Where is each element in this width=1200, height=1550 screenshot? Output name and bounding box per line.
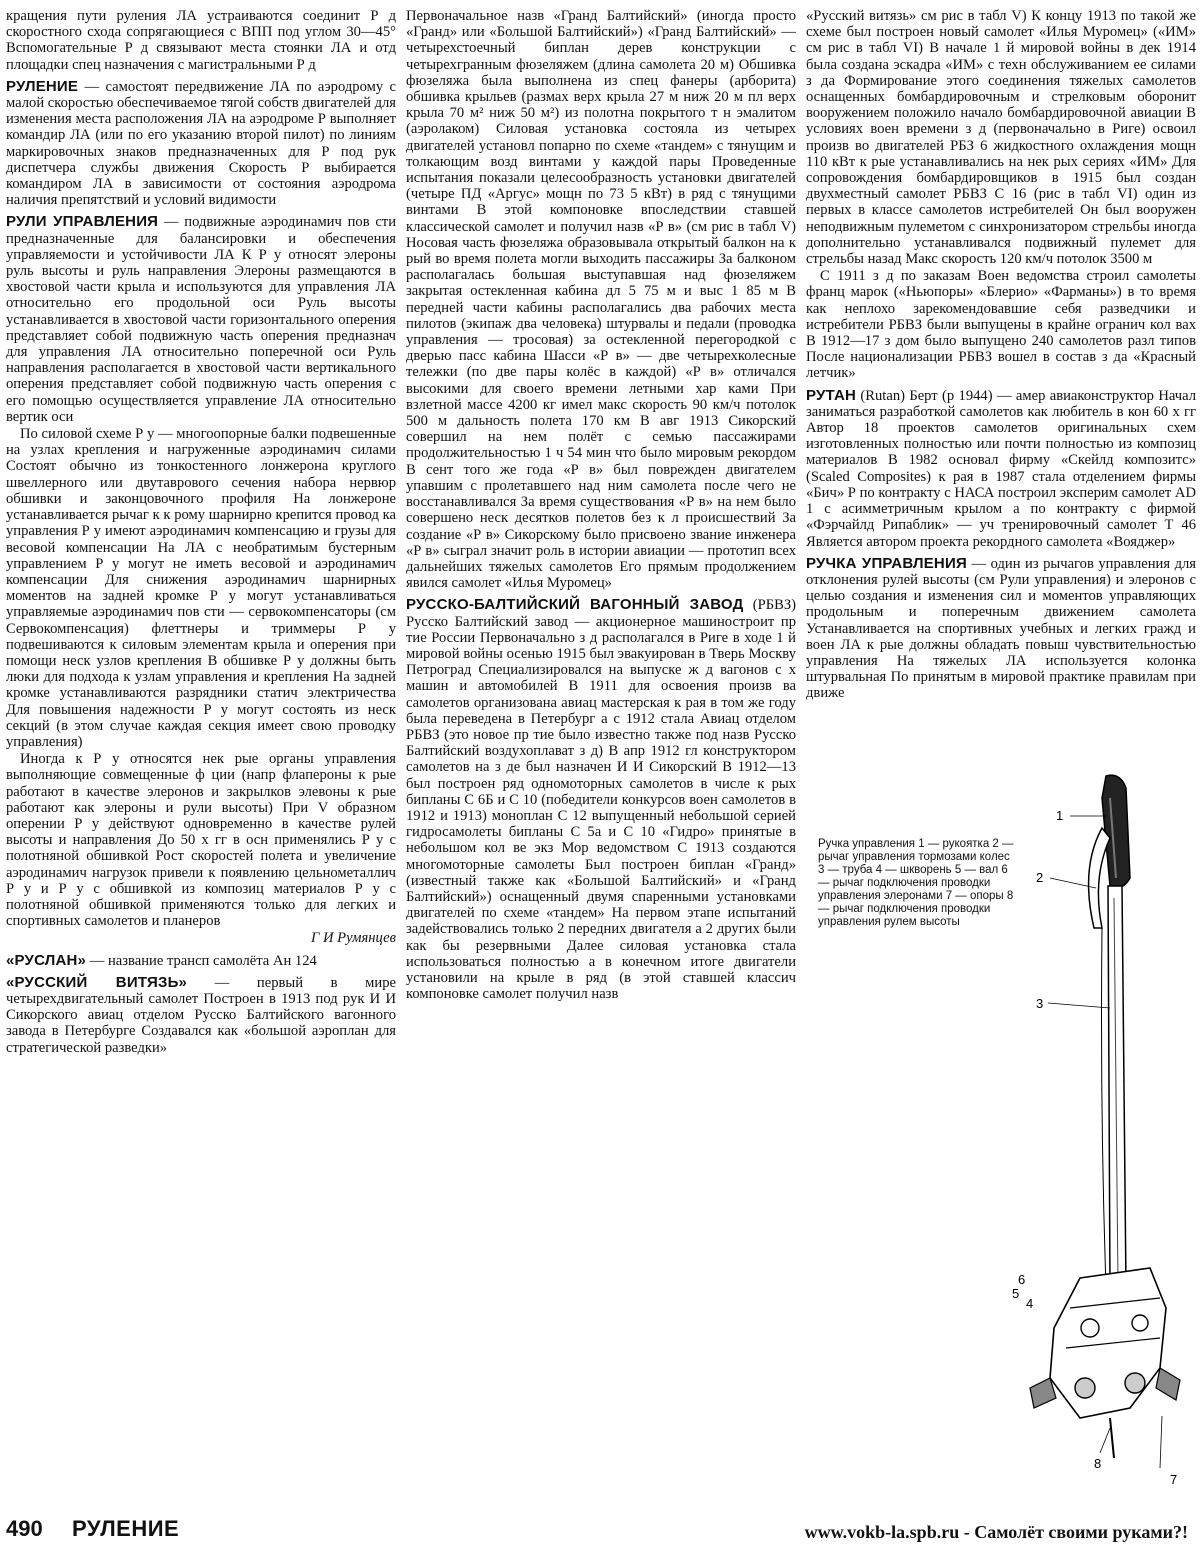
text-column-1 <box>6 8 396 1508</box>
entry-paragraph <box>6 953 396 969</box>
entry-headword: РУЛИ УПРАВЛЕНИЯ <box>6 213 159 231</box>
entry-headword: РУЧКА УПРАВЛЕНИЯ <box>806 554 967 572</box>
entry-text: кращения пути руления ЛА устраиваются соединит Р д скоростного схода сопрягающиеся с ВПП под углом 30—45° Вспомогательные Р д связывают места стоянки ЛА и отд площадки спец назначения с магистральными Р д <box>6 8 396 73</box>
running-head: РУЛЕНИЕ <box>72 1516 180 1541</box>
entry-headword: РУЛЕНИЕ <box>6 77 79 95</box>
site-url: www.vokb-la.spb.ru - Самолёт своими руками?! <box>804 1522 1188 1542</box>
entry-paragraph <box>6 79 396 209</box>
entry-text: (Rutan) Берт (р 1944) — амер авиаконструктор Начал заниматься разработкой самолетов как любитель в кон 60 х гг Автор 18 проектов самолетов оригинальных схем изготовленных полностью или почти полностью из композиц материалов В 1982 основал фирму «Скейлд композитс» (Scaled Composites) к рая в 1987 стала отделением фирмы «Бич» Р по контракту с НАСА построил эксперим самолет AD 1 с асимметричным крылом а по контракту с фирмой «Фэрчайлд Рипаблик» — уч тренировочный самолет Т 46 Является автором проекта рекордного самолета «Вояджер» <box>806 387 1196 550</box>
figure-label: 7 <box>1170 1472 1178 1487</box>
figure-label: 6 <box>1018 1272 1026 1287</box>
text-paragraph <box>806 268 1196 381</box>
entry-text: Г И Румянцев <box>311 930 396 947</box>
figure-caption: Ручка управления 1 — рукоятка 2 — рычаг управления тормозами колес 3 — труба 4 — шкворень 5 — вал 6 — рычаг подключения проводки управления элеронами 7 — опоры 8 — рычаг подключения проводки управления рулем высоты <box>818 838 1014 928</box>
entry-paragraph <box>6 975 396 1056</box>
entry-text: — самостоят передвижение ЛА по аэродрому с малой скоростью обеспечиваемое тягой собств двигателей для изменения места расположения ЛА на аэродроме Р выполняет командир ЛА (или по его указанию второй пилот) по линиям маркировочных знаков предназначенных для Р под рук диспетчера службы движения Скорость Р выбирается командиром ЛА в зависимости от состояния аэродрома наличия препятствий и условий видимости <box>6 78 396 209</box>
entry-headword: РУССКО-БАЛТИЙСКИЙ ВАГОННЫЙ ЗАВОД <box>406 596 744 614</box>
entry-headword: РУТАН <box>806 386 857 404</box>
entry-text: — один из рычагов управления для отклонения рулей высоты (см Рули управления) и элеронов с целью создания и изменения сил и моментов управляющих продольным и поперечным движением самолета Устанавливается на спортивных учебных и легких гражд и воен ЛА к рые должны обладать повыш чувствительностью управления На тяжелых ЛА используется колонка штурвальная По принятым в мировой практике правилам при движе <box>806 555 1196 702</box>
figure-label: 4 <box>1026 1296 1034 1311</box>
text-paragraph <box>406 8 796 591</box>
page-footer <box>0 1512 1200 1550</box>
entry-paragraph <box>6 214 396 425</box>
figure-label: 5 <box>1012 1286 1020 1301</box>
text-column-2 <box>406 8 796 1508</box>
text-paragraph <box>6 8 396 73</box>
page-number: 490 <box>6 1516 43 1541</box>
entry-text: С 1911 з д по заказам Воен ведомства строил самолеты франц марок («Ньюпоры» «Блерио» «Фарманы») в то время как неплохо зарекомендовавшие себя разведчики и истребители РБВЗ были выпущены в крайне огранич кол вах В 1912—17 з дом было выпущено 240 самолетов разл типов После национализации РБВЗ вошел в состав з да «Красный летчик» <box>806 268 1196 382</box>
figure-label: 2 <box>1036 870 1044 885</box>
entry-text: (РБВЗ) Русско Балтийский завод — акционерное машиностроит пр тие России Первоначально з д располагался в Риге в ходе 1 й мировой войны осенью 1915 был эвакуирован в Тверь Москву Петроград Специализировался на выпуске ж д вагонов с х машин и автомобилей В 1911 для освоения произв ва самолетов организована авиац мастерская к рая в том же году была переведена в Петербург а с 1912 стала Авиац отделом РБВЗ (это новое пр тие было известно также под назв Русско Балтийский воздухоплават з д) В апр 1912 гл конструктором самолетов на з де был назначен И И Сикорский В 1912—13 был построен ряд одномоторных самолетов в числе к рых бипланы С 6Б и С 10 (победители конкурсов воен самолетов в 1912 и 1913) моноплан С 12 выпущенный небольшой серией гидросамолеты бипланы С 5а и С 10 «Гидро» принятые в небольшом кол ве экз Мор ведомством С 1913 создаются многомоторные самолеты Был построен биплан «Гранд» (известный также как «Большой Балтийский» и «Гранд Балтийский») оснащенный двумя спаренными установками двигателей по схеме «тандем» На первом этапе испытаний задействовались только 2 передних двигателя а 2 других были как бы резервными Далее силовая установка стала использоваться полностью а в конечном итоге двигатели установили на крыле в ряд (в этой ставшей классич компоновке самолет получил назв <box>406 597 796 1003</box>
text-paragraph <box>6 426 396 750</box>
figure-label: 1 <box>1056 808 1064 823</box>
figure-label: 3 <box>1036 996 1044 1011</box>
text-column-3 <box>806 8 1196 728</box>
entry-headword: «РУССКИЙ ВИТЯЗЬ» <box>6 973 188 991</box>
entry-headword: «РУСЛАН» <box>6 951 87 969</box>
text-paragraph <box>6 751 396 929</box>
entry-text: «Русский витязь» см рис в табл V) К концу 1913 по такой же схеме был построен новый самолет «Илья Муромец» («ИМ» см рис в табл VI) В начале 1 й мировой войны в дек 1914 была создана эскадра «ИМ» с техн обслуживанием ее силами з да Формирование этого соединения тяжелых самолетов оснащенных бомбардировочным и стрелковым оборонит вооружением положило начало бомбардировочной авиации В условиях воен времени з д (первоначально в Риге) освоил произв во двигателей РБЗ 6 жидкостного охлаждения мощн 110 кВт к рые устанавливались на нек рых сериях «ИМ» Для сопровождения бомбардировщиков в 1915 был создан двухместный самолет РБВЗ С 16 (рис в табл VI) один из первых в классе самолетов истребителей Он был вооружен неподвижным пулеметом с синхронизатором стрельбы иногда дополнительно устанавливался подвижный пулемет для стрельбы назад Макс скорость 120 км/ч потолок 3500 м <box>806 8 1196 268</box>
entry-paragraph <box>806 388 1196 550</box>
entry-text: — подвижные аэродинамич пов сти предназначенные для балансировки и обеспечения управляемости и устойчивости ЛА К Р у относят элероны руль высоты и руль направления Элероны размещаются в хвостовой части крыла и используются для управления ЛА относительно его продольной оси Руль высоты устанавливается в хвостовой части горизонтального оперения представляет собой подвижную часть оперения предназнач для управления ЛА относительно поперечной оси Руль направления располагается в хвостовой части вертикального оперения представляет собой подвижную часть оперения с его помощью осуществляется управление ЛА относительно вертик оси <box>6 214 396 425</box>
entry-text: По силовой схеме Р у — многоопорные балки подвешенные на узлах крепления и нагруженные аэродинамич силами Состоят обычно из тонкостенного лонжерона круглого швеллерного или двутаврового сечения набора нервюр обшивки и законцовочного профиля На лонжероне устанавливается рычаг к к рому шарнирно крепится провод ка управления Р у имеют аэродинамич компенсацию и грузы для весовой компенсации На ЛА с необратимым бустерным управлением Р у могут не иметь весовой и аэродинамич компенсации Для снижения аэродинамич шарнирных моментов на задней кромке Р у могут устанавливаться управляемые аэродинамич пов сти — сервокомпенсаторы (см Сервокомпенсация) флеттнеры и триммеры Р у подвешиваются к силовым элементам крыла и оперения при помощи неск узлов крепления В обшивке Р у должны быть люки для подхода к узлам управления и крепления На задней кромке устанавливаются разрядники статич электричества Для повышения надежности Р у могут состоять из неск секций (в этом случае каждая секция имеет свою проводку управления) <box>6 426 396 750</box>
entry-text: Первоначальное назв «Гранд Балтийский» (иногда просто «Гранд» или «Большой Балтийский») «Гранд Балтийский» — четырехстоечный биплан дерев конструкции с четырехгранным фюзеляжем (длина самолета 20 м) Обшивка фюзеляжа была выполнена из спец фанеры (арборита) обшивка крыльев (размах верх крыла 27 м ниж 20 м пл верх крыла 70 м² ниж 50 м²) из полотна покрытого т н эмалитом (аэролаком) Силовая установка состояла из четырех двигателей установл попарно по схеме «тандем» с тянущим и толкающим возд винтами у каждой пары Проведенные испытания показали целесообразность установки двигателей (четыре ПД «Аргус» мощн по 73 5 кВт) в ряд с тянущими винтами В этой компоновке впоследствии ставшей классической самолет и получил назв «Р в» (см рис в табл V) Носовая часть фюзеляжа образовывала открытый балкон на к рый во время полета могли выходить пассажиры За балконом располагалась большая выступавшая над фюзеляжем закрытая остекленная кабина дл 5 75 м и выс 1 85 м В передней части кабины располагались два рабочих места пилотов (экипаж два человека) штурвалы и педали (проводка управления — тросовая) за остекленной перегородкой с дверью пасс кабина Шасси «Р в» — две четырехколесные тележки (по две пары колёс в каждой) «Р в» отличался высокими для своего времени летными хар ками При взлетной массе 4200 кг имел макс скорость 90 км/ч потолок 500 м дальность полета 170 км В авг 1913 Сикорский совершил на нем полёт с семью пассажирами продолжительностью 1 ч 54 мин что было мировым рекордом В сент того же года «Р в» был поврежден двигателем упавшим с пролетавшего над ним самолета после чего не восстанавливался За время существования «Р в» на нем было совершено неск десятков полетов без к л происшествий За создание «Р в» Сикорскому было присвоено звание инженера «Р в» сыграл значит роль в истории авиации — прототип всех дальнейших тяжелых самолетов Его прямым продолжением явился самолет «Илья Муромец» <box>406 8 796 592</box>
entry-paragraph <box>806 556 1196 702</box>
entry-paragraph <box>406 597 796 1002</box>
author-signature <box>6 930 396 946</box>
entry-text: Иногда к Р у относятся нек рые органы управления выполняющие совмещенные ф ции (напр флапероны к рые работают в качестве элеронов и закрылков элевоны к рые работают как элероны и рули высоты) При V образном оперении Р у действуют одновременно в качестве рулей высоты и направления До 50 х гг в осн применялись Р у с полотняной обшивкой Рост скоростей полета и увеличение аэродинамич нагрузок привели к появлению цельнометаллич Р у и Р у с обшивкой из композиц материалов Р у с полотняной обшивкой применяются только для легких и спортивных самолетов и планеров <box>6 751 396 930</box>
figure-label: 8 <box>1094 1456 1102 1471</box>
control-stick-illustration <box>1010 768 1196 1488</box>
entry-text: — название трансп самолёта Ан 124 <box>86 952 317 969</box>
text-paragraph <box>806 8 1196 267</box>
entry-text: — первый в мире четырехдвигательный самолет Построен в 1913 под рук И И Сикорского авиац отделом Русско Балтийского вагонного завода в Петербурге Создавался как «большой аэроплан для стратегической разведки» <box>6 974 396 1056</box>
